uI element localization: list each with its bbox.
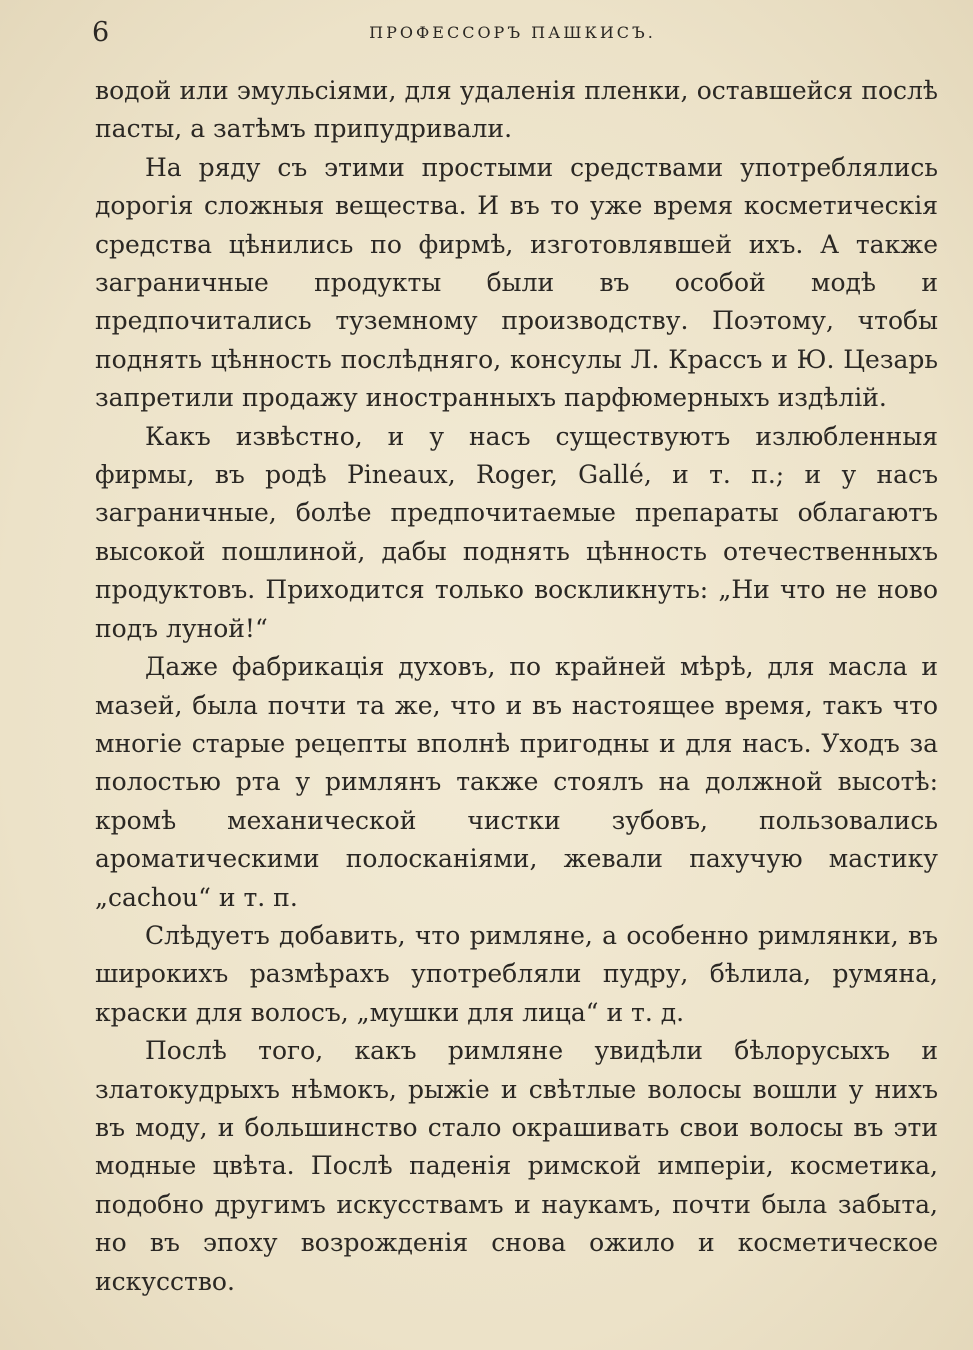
paragraph: Слѣдуетъ добавить, что римляне, а особенно римлянки, въ широкихъ размѣрахъ употребляли пудру, бѣлила, румяна, краски для волосъ, „мушки для лица“ и т. д.: [95, 920, 938, 1027]
paragraph-continued: водой или эмульсіями, для удаленія пленки, оставшейся послѣ пасты, а затѣмъ припудривали.: [95, 76, 938, 144]
page-header: [92, 16, 933, 50]
paragraph: На ряду съ этими простыми средствами употреблялись дорогія сложныя вещества. И въ то уже время косметическія средства цѣнились по фирмѣ, изготовлявшей ихъ. А также заграничные продукты были въ особой модѣ и предпочитались туземному производству. Поэтому, чтобы поднять цѣнность послѣдняго, консулы Л. Крассъ и Ю. Цезарь запретили продажу иностранныхъ парфюмерныхъ издѣлій.: [95, 152, 938, 413]
text-body: [95, 72, 938, 1301]
paragraph: Послѣ того, какъ римляне увидѣли бѣлорусыхъ и златокудрыхъ нѣмокъ, рыжіе и свѣтлые волосы вошли у нихъ въ моду, и большинство стало окрашивать свои волосы въ эти модные цвѣта. Послѣ паденія римской имперіи, косметика, подобно другимъ искусствамъ и наукамъ, почти была забыта, но въ эпоху возрожденія снова ожило и косметическое искусство.: [95, 1036, 938, 1296]
page-number: 6: [92, 17, 110, 48]
paragraph: Какъ извѣстно, и у насъ существуютъ излюбленныя фирмы, въ родѣ Pineaux, Roger, Gallé, и т. п.; и у насъ заграничные, болѣе предпочитаемые препараты облагаютъ высокой пошлиной, дабы поднять цѣнность отечественныхъ продуктовъ. Приходится только воскликнуть: „Ни что не ново подъ луной!“: [95, 421, 938, 643]
running-title: ПРОФЕССОРЪ ПАШКИСЪ.: [369, 23, 656, 42]
paragraph: Даже фабрикація духовъ, по крайней мѣрѣ, для масла и мазей, была почти та же, что и въ настоящее время, такъ что многіе старые рецепты вполнѣ пригодны и для насъ. Уходъ за полостью рта у римлянъ также стоялъ на должной высотѣ: кромѣ механической чистки зубовъ, пользовались ароматическими полосканіями, жевали пахучую мастику „cachou“ и т. п.: [95, 652, 938, 912]
